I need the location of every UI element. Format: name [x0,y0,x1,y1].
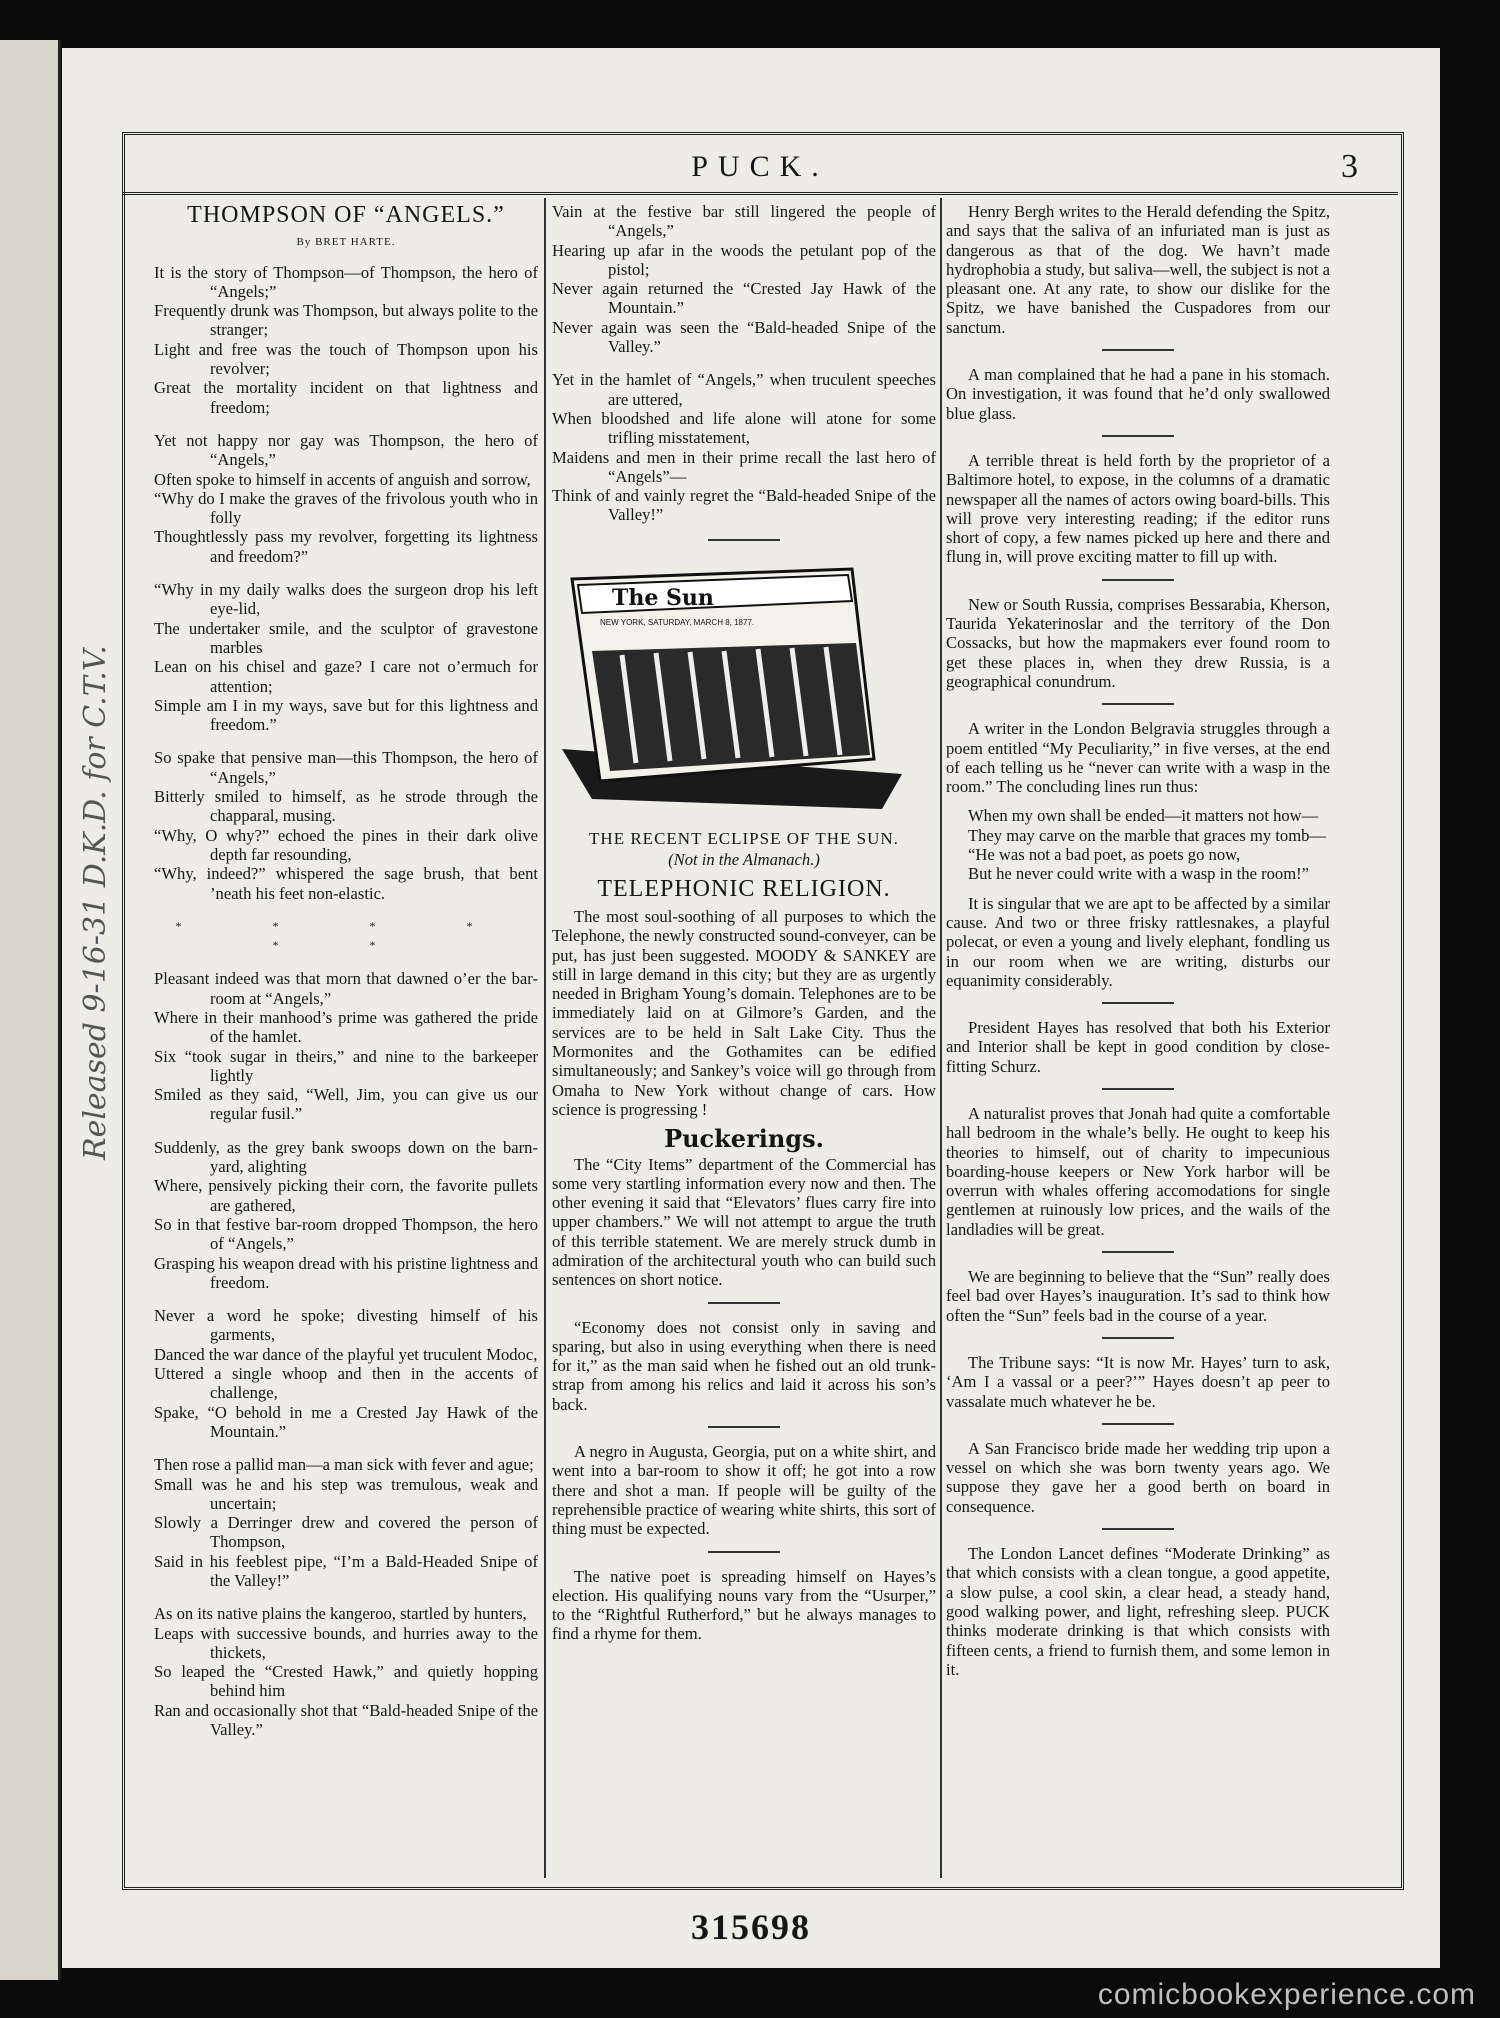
scan-binding-edge [0,40,60,1980]
section-heading: Puckerings. [664,1124,824,1154]
verse-line: Frequently drunk was Thompson, but always polite to the stranger; [154,301,538,340]
column-rule [940,198,942,1878]
column-middle [552,202,936,1654]
stanza [552,370,936,524]
poem-stanzas [154,263,538,1740]
section-break-stars: * * * * * * [175,918,517,953]
verse-line: “Why, O why?” echoed the pines in their dark olive depth far resounding, [154,825,538,864]
verse-line: Spake, “O behold in me a Crested Jay Hawk of the Mountain.” [154,1402,538,1441]
verse-line: Ran and occasionally shot that “Bald-headed Snipe of the Valley.” [154,1700,538,1740]
verse-line: Said in his feeblest pipe, “I’m a Bald-Headed Snipe of the Valley!” [154,1551,538,1590]
divider [1102,1337,1174,1339]
paragraph: We are beginning to believe that the “Sun” really does feel bad over Hayes’s inauguration. It’s sad to think how often the “Sun” feels bad in the course of a year. [946,1267,1330,1325]
verse-line: Simple am I in my ways, save but for this lightness and freedom.” [154,695,538,735]
newspaper-page [62,48,1440,1968]
divider [1102,435,1174,437]
verse-line: As on its native plains the kangeroo, startled by hunters, [154,1604,527,1624]
watermark: comicbookexperience.com [1097,1978,1476,2011]
puckerings-items [552,1155,936,1644]
illustration-caption: THE RECENT ECLIPSE OF THE SUN. [589,829,899,849]
verse-line: Never a word he spoke; divesting himself of his garments, [154,1306,538,1345]
article-title: TELEPHONIC RELIGION. [597,875,891,902]
verse-line: Thoughtlessly pass my revolver, forgetting its lightness and freedom?” [154,527,538,566]
verse-line: Bitterly smiled to himself, as he strode through the chapparal, musing. [154,787,538,826]
column-rule [544,198,546,1878]
verse-line: Danced the war dance of the playful yet truculent Modoc, [154,1344,538,1364]
verse-line: Grasping his weapon dread with his pristine lightness and freedom. [154,1253,538,1292]
verse-line: Often spoke to himself in accents of anguish and sorrow, [154,469,531,489]
paragraph: Henry Bergh writes to the Herald defending the Spitz, and says that the saliva of an infuriated man is just as dangerous as that of the dog. We havn’t made hydrophobia a study, but saliva—well, the subject is not a pleasant one. At any rate, to show our dislike for the Spitz, we have banished the Cuspadores from our sanctum. [946,202,1330,337]
verse-line: When bloodshed and life alone will atone for some trifling misstatement, [552,408,936,448]
sun-eclipse-illustration [552,559,912,809]
verse-line: “Why in my daily walks does the surgeon drop his left eye-lid, [154,580,538,619]
verse-line: Leaps with successive bounds, and hurries away to the thickets, [154,1623,538,1662]
divider [708,539,780,541]
stanza [154,431,538,566]
verse-line: Hearing up afar in the woods the petulant pop of the pistol; [552,240,936,279]
column-right [946,202,1330,1689]
paragraph: The London Lancet defines “Moderate Drinking” as that which consists with a clean tongue, a good appetite, a slow pulse, a cool skin, a clear head, a steady hand, good walking power, and light, refreshing sleep. PUCK thinks moderate drinking is that which consists with fifteen cents, a friend to furnish them, and some lemon in it. [946,1544,1330,1679]
stanza [154,1455,538,1590]
verse-line: So in that festive bar-room dropped Thompson, the hero of “Angels,” [154,1214,538,1254]
verse-line: Light and free was the touch of Thompson upon his revolver; [154,339,538,379]
verse-line: Vain at the festive bar still lingered the people of “Angels,” [552,202,936,241]
stanza [154,1138,538,1292]
divider [708,1302,780,1304]
divider [1102,703,1174,705]
verse-line: “He was not a bad poet, as poets go now, [968,845,1241,865]
paragraph: The native poet is spreading himself on Hayes’s election. His qualifying nouns vary from the “Usurper,” to the “Rightful Rutherford,” but he always manages to find a rhyme for them. [552,1566,936,1644]
divider [1102,1002,1174,1004]
stanza [154,969,538,1123]
poem-title: THOMPSON OF “ANGELS.” [187,202,505,228]
verse-line: Yet in the hamlet of “Angels,” when truculent speeches are uttered, [552,370,936,409]
stanza [552,202,936,356]
verse-line: Maidens and men in their prime recall the last hero of “Angels”— [552,447,936,486]
paragraph: New or South Russia, comprises Bessarabia, Kherson, Taurida Yekaterinoslar and the territory of the Don Cossacks, but how the mapmakers ever found room to get these places in, when they drew Russia, is a geographical conundrum. [946,594,1330,691]
stanza [154,748,538,902]
verse-line: They may carve on the marble that graces my tomb— [968,825,1327,845]
paragraphs-bottom [946,894,1330,1680]
paragraphs-top [946,202,1330,796]
paragraph: A man complained that he had a pane in his stomach. On investigation, it was found that he’d only swallowed blue glass. [946,365,1330,423]
verse-line: “Why do I make the graves of the frivolous youth who in folly [154,488,538,528]
verse-line: Think of and vainly regret the “Bald-headed Snipe of the Valley!” [552,486,936,525]
paragraph: A naturalist proves that Jonah had quite a comfortable hall bedroom in the whale’s belly. He ought to keep his theories to himself, out of charity to impecunious boarding-house keepers or New York harbor will be overrun with whales offering accomodations for single gentlemen at ruinously low prices, and the wails of the landladies will be great. [946,1103,1330,1239]
verse-line: Smiled as they said, “Well, Jim, you can give us our regular fusil.” [154,1085,538,1124]
paragraph: The “City Items” department of the Commercial has some very startling information every now and then. The other evening it said that “Elevators’ flues carry fire into upper chambers.” We will not attempt to argue the truth of this terrible statement. We are merely struck dumb in admiration of the architectural youth who can build such sentences on short notice. [552,1154,936,1290]
verse-line: Uttered a single whoop and then in the accents of challenge, [154,1364,538,1403]
verse-line: Small was he and his step was tremulous, weak and uncertain; [154,1474,538,1513]
divider [1102,579,1174,581]
masthead-title: PUCK. [691,150,829,183]
divider [1102,1528,1174,1530]
paragraph: A writer in the London Belgravia struggles through a poem entitled “My Peculiarity,” in five verses, at the end of each telling us he “never can write with a wasp in the room.” The concluding lines run thus: [946,719,1330,797]
stanza [154,263,538,417]
verse-line: When my own shall be ended—it matters not how— [968,806,1319,826]
verse-line: Where, pensively picking their corn, the favorite pullets are gathered, [154,1176,538,1215]
verse-line: So spake that pensive man—this Thompson, the hero of “Angels,” [154,748,538,787]
verse-line: Yet not happy nor gay was Thompson, the hero of “Angels,” [154,430,538,470]
article-body: The most soul-soothing of all purposes to which the Telephone, the newly constructed sound-conveyer, can be put, has just been suggested. MOODY & SANKEY are still in large demand in this city; but they are as urgently needed in Brigham Young’s domain. Telephones are to be immediately laid on at Gilmore’s Garden, and the services are to be held in Salt Lake City. Thus the Mormonites and the Gothamites can be edified simultaneously; and Sankey’s voice will go through from Omaha to New York without change of cars. How science is progressing ! [552,906,936,1119]
newspaper-dateline: NEW YORK, SATURDAY, MARCH 8, 1877. [600,617,755,627]
paragraph: It is singular that we are apt to be affected by a similar cause. And two or three frisky rattlesnakes, a playful polecat, or even a young and lively elephant, fondling us in our room when we are writing, disturbs our equanimity considerably. [946,893,1330,990]
page-number: 3 [1341,148,1358,185]
verse-line: Suddenly, as the grey bank swoops down on the barn-yard, alighting [154,1137,538,1177]
verse-line: “Why, indeed?” whispered the sage brush, that bent ’neath his feet non-elastic. [154,864,538,903]
divider [708,1551,780,1553]
verse-line: Slowly a Derringer drew and covered the person of Thompson, [154,1513,538,1552]
handwritten-note: Released 9-16-31 D.K.D. for C.T.V. [78,645,113,1160]
verse-line: Lean on his chisel and gaze? I care not o’ermuch for attention; [154,657,538,696]
illustration-subcaption: (Not in the Almanach.) [668,850,820,870]
poem-continuation [552,202,936,525]
verse-line: Six “took sugar in theirs,” and nine to the barkeeper lightly [154,1046,538,1085]
verse-line: Great the mortality incident on that lightness and freedom; [154,378,538,417]
verse-line: Then rose a pallid man—a man sick with fever and ague; [154,1455,534,1475]
verse-line: The undertaker smile, and the sculptor of gravestone marbles [154,618,538,657]
paragraph: The Tribune says: “It is now Mr. Hayes’ turn to ask, ‘Am I a vassal or a peer?’” Hayes doesn’t ap peer to vassalate much whatever he be. [946,1352,1330,1411]
paragraph: A terrible threat is held forth by the proprietor of a Baltimore hotel, to expose, in the columns of a dramatic newspaper all the names of actors owing board-bills. This will prove very interesting reading; if the editor runs short of copy, a few names picked up here and there and flung in, will prove exciting matter to fill up with. [946,450,1330,567]
byline: By BRET HARTE. [296,236,396,249]
verse-line: Where in their manhood’s prime was gathered the pride of the hamlet. [154,1007,538,1047]
stanza [154,580,538,734]
paragraph: President Hayes has resolved that both his Exterior and Interior shall be kept in good condition by close-fitting Schurz. [946,1018,1330,1076]
divider [1102,349,1174,351]
stanza [154,1604,538,1739]
divider [1102,1251,1174,1253]
quoted-verse [946,806,1330,883]
verse-line: So leaped the “Crested Hawk,” and quietly hopping behind him [154,1662,538,1701]
stanza [154,1306,538,1441]
masthead [122,146,1398,195]
verse-line: But he never could write with a wasp in the room!” [968,864,1309,884]
paragraph: A negro in Augusta, Georgia, put on a white shirt, and went into a bar-room to show it off; he got into a row there and shot a man. If people will be guilty of the reprehensible practice of wearing white shirts, this sort of thing must be expected. [552,1442,936,1539]
verse-line: Never again was seen the “Bald-headed Snipe of the Valley.” [552,317,936,357]
divider [1102,1088,1174,1090]
newspaper-title: The Sun [612,584,714,611]
divider [1102,1423,1174,1425]
column-left [154,202,538,1753]
serial-number: 315698 [691,1907,811,1947]
verse-line: Never again returned the “Crested Jay Hawk of the Mountain.” [552,279,936,318]
paragraph: A San Francisco bride made her wedding trip upon a vessel on which she was born twenty years ago. We suppose they gave her a good berth on board in consequence. [946,1438,1330,1516]
verse-line: It is the story of Thompson—of Thompson, the hero of “Angels;” [154,262,538,301]
paragraph: “Economy does not consist only in saving and sparing, but also in using everything when there is need for it,” as the man said when he fished out an old trunk-strap from among his relics and laid it across his son’s back. [552,1317,936,1414]
verse-line: Pleasant indeed was that morn that dawned o’er the bar-room at “Angels,” [154,969,538,1008]
divider [708,1426,780,1428]
